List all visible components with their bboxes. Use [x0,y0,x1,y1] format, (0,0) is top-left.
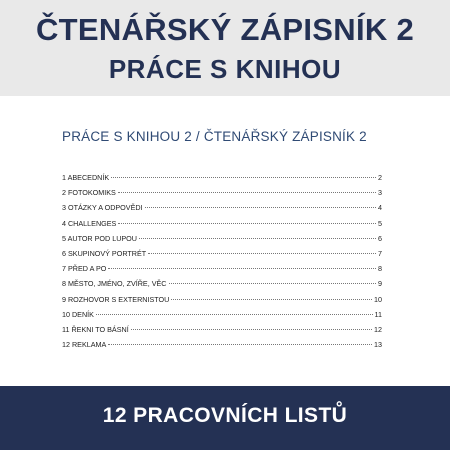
toc-item-page: 13 [374,340,382,350]
toc-item-page: 3 [378,188,382,198]
toc-item [62,170,382,185]
toc-item-label: 2 FOTOKOMIKS [62,188,116,198]
toc-leader [118,192,376,193]
page-title: ČTENÁŘSKÝ ZÁPISNÍK 2 [35,12,415,47]
toc-leader [171,299,372,300]
toc-leader [139,238,376,239]
toc-item [62,216,382,231]
toc-item [62,200,382,215]
page-subtitle: PRÁCE S KNIHOU [108,54,342,84]
toc-item-label: 5 AUTOR POD LUPOU [62,233,137,243]
toc-item [62,231,382,246]
toc-leader [111,177,376,178]
toc-item-page: 5 [378,218,382,228]
toc-item-label: 12 REKLAMA [62,340,107,350]
document-preview [0,96,450,386]
toc-item-page: 11 [374,309,382,319]
toc-item-page: 9 [378,279,382,289]
toc-leader [108,344,372,345]
toc-item [62,246,382,261]
toc-leader [96,314,373,315]
toc-leader [118,223,376,224]
toc-item-page: 10 [374,294,382,304]
toc-leader [169,283,376,284]
toc-item [62,292,382,307]
toc-item-page: 12 [374,324,382,334]
toc-item-label: 8 MĚSTO, JMÉNO, ZVÍŘE, VĚC [62,279,167,289]
table-of-contents [62,170,382,352]
toc-item [62,185,382,200]
toc-item-label: 11 ŘEKNI TO BÁSNÍ [62,324,129,334]
document-heading: PRÁCE S KNIHOU 2 / ČTENÁŘSKÝ ZÁPISNÍK 2 [62,129,367,144]
toc-item [62,307,382,322]
toc-item-label: 10 DENÍK [62,309,94,319]
toc-item [62,261,382,276]
toc-item-label: 3 OTÁZKY A ODPOVĚDI [62,203,143,213]
toc-item-label: 7 PŘED A PO [62,264,107,274]
toc-leader [108,268,376,269]
toc-leader [131,329,372,330]
toc-item-page: 2 [378,173,382,182]
toc-item [62,337,382,352]
toc-item [62,276,382,291]
toc-item-page: 7 [378,248,382,258]
toc-item [62,322,382,337]
toc-item-page: 6 [378,233,382,243]
toc-item-page: 4 [378,203,382,213]
toc-item-label: 9 ROZHOVOR S EXTERNISTOU [62,294,170,304]
toc-item-label: 6 SKUPINOVÝ PORTRÉT [62,248,147,258]
toc-item-page: 8 [378,264,382,274]
toc-item-label: 4 CHALLENGES [62,218,117,228]
footer-text: 12 PRACOVNÍCH LISTŮ [102,404,348,427]
footer-band [0,386,450,450]
toc-leader [148,253,376,254]
toc-item-label: 1 ABECEDNÍK [62,173,110,182]
toc-leader [145,207,376,208]
header-band [0,0,450,96]
